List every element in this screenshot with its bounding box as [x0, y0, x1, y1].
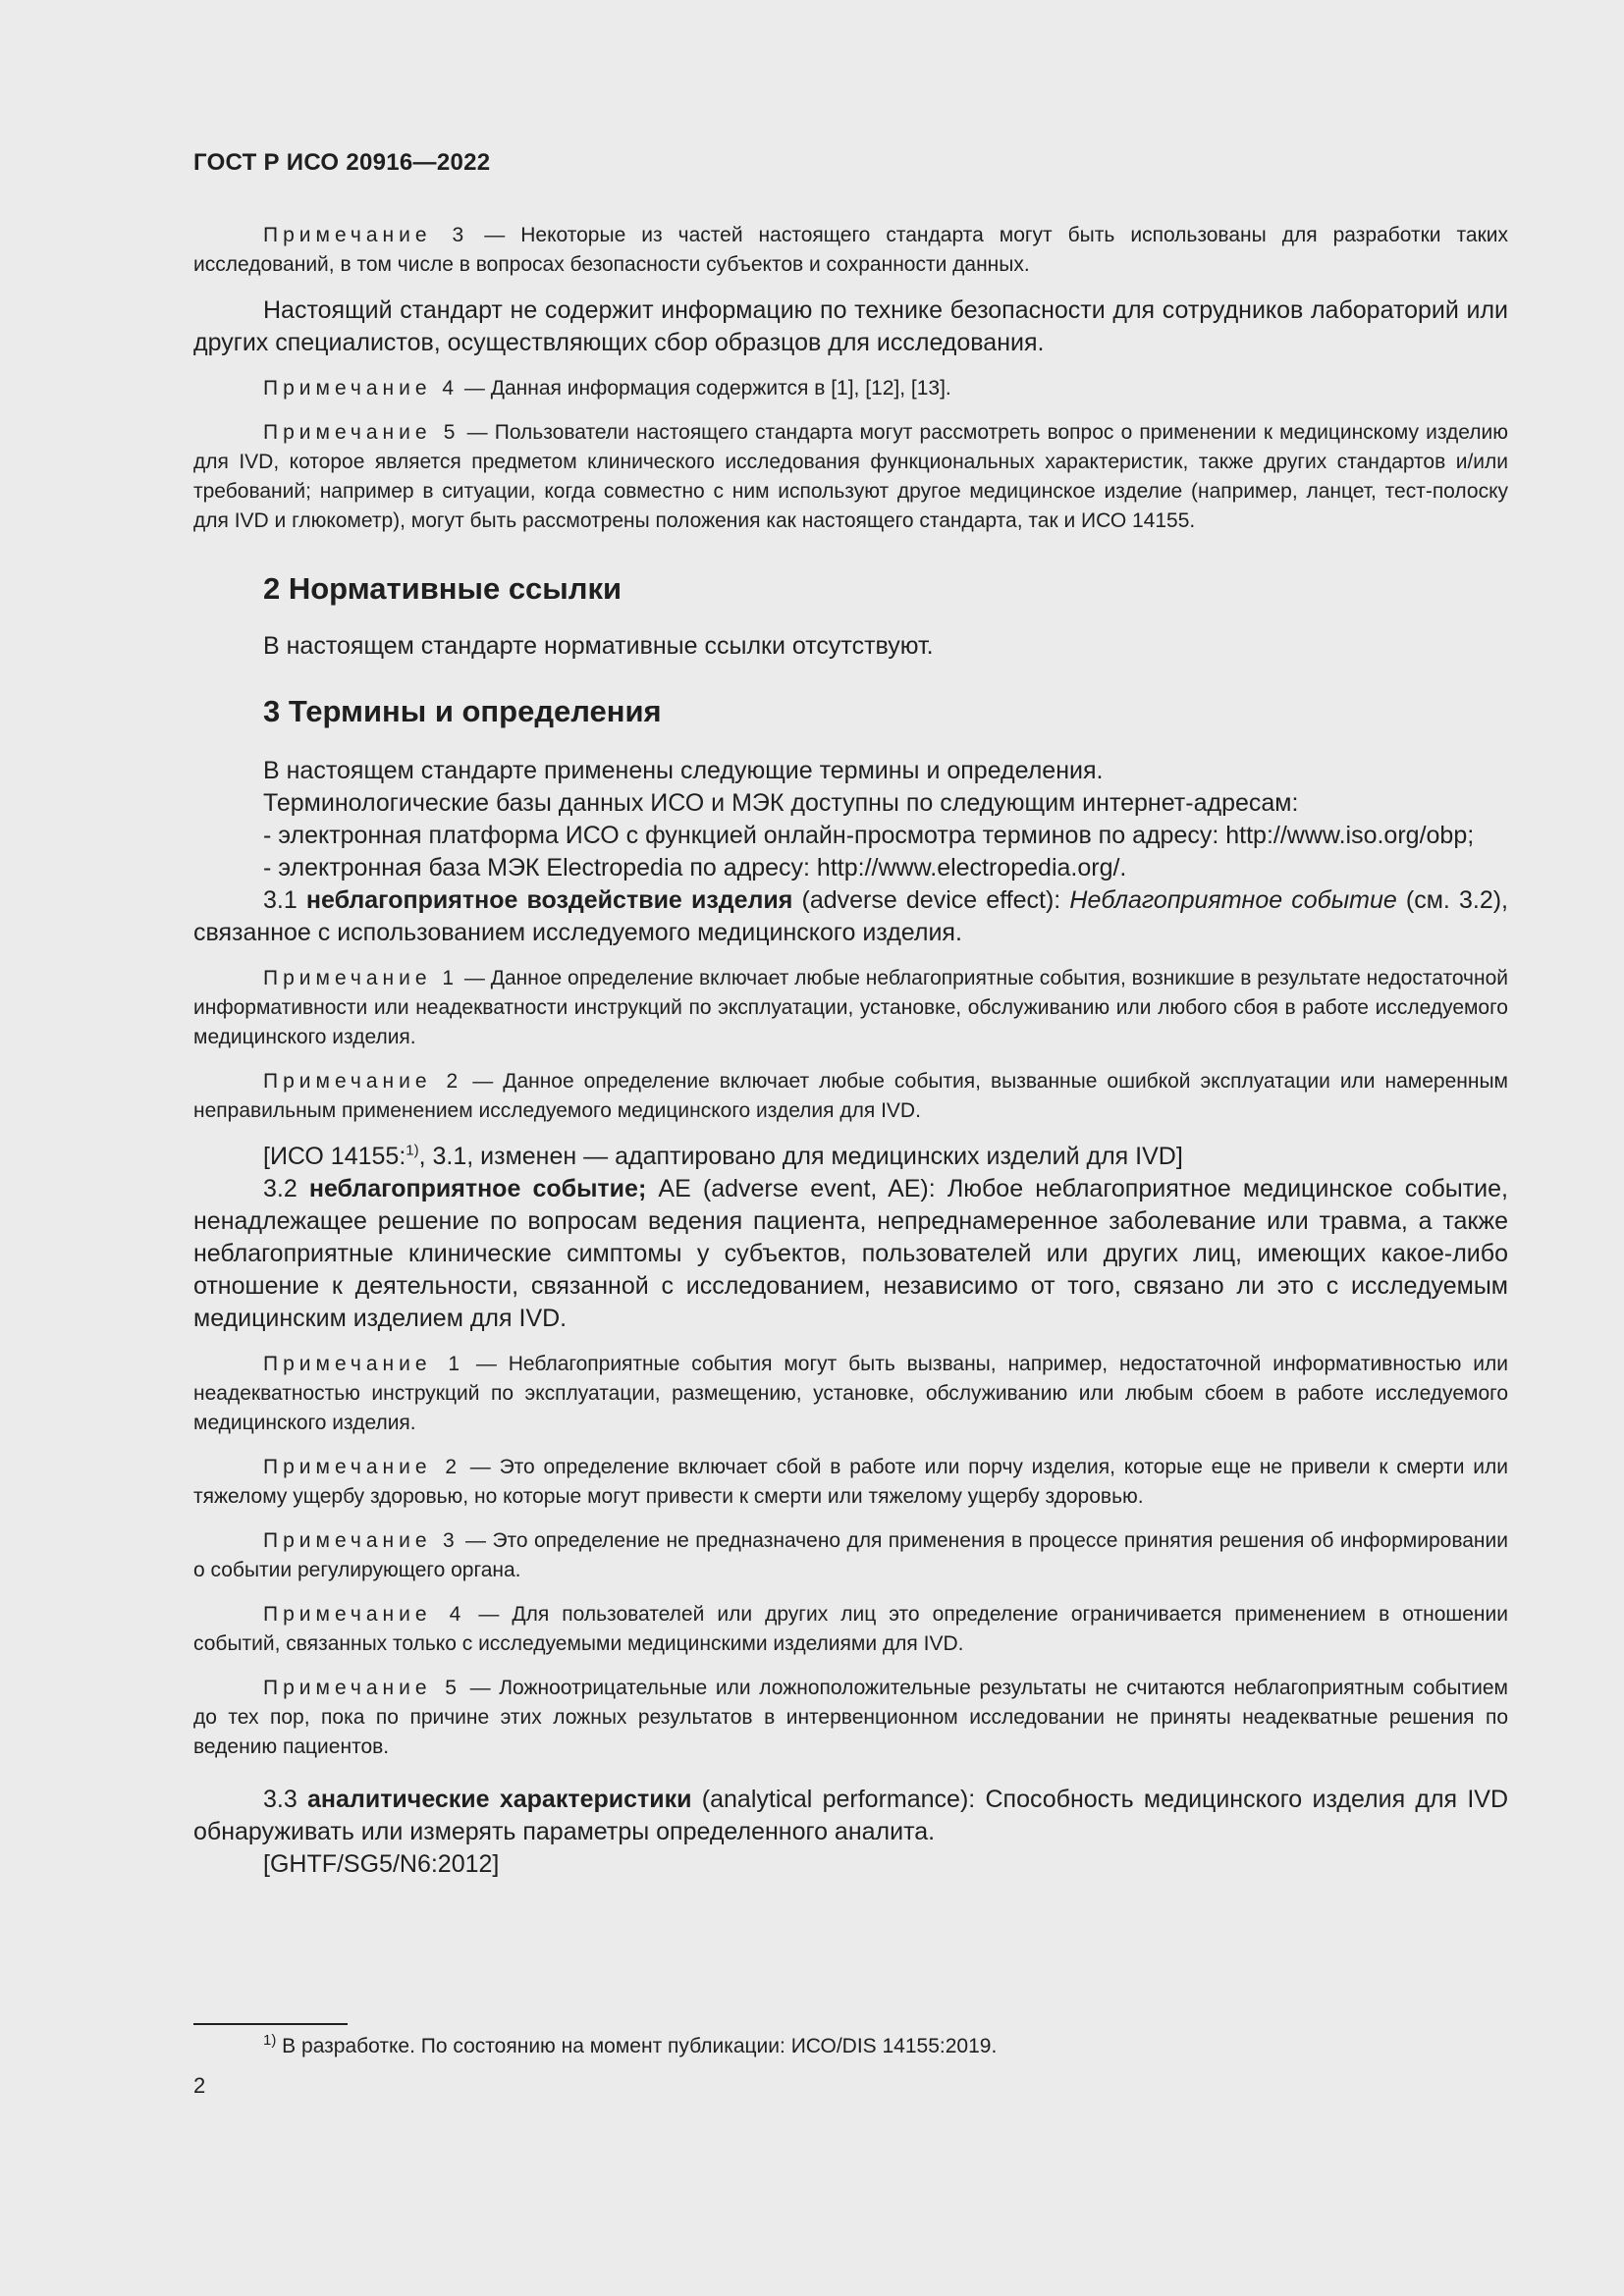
term-3-3 [193, 1784, 1508, 1848]
note-3-1-2 [193, 1067, 1508, 1126]
note-intro-5 [193, 418, 1508, 536]
section-2-text: В настоящем стандарте нормативные ссылки отсутствуют. [263, 632, 934, 660]
note-label: Примечание 3 [263, 1529, 460, 1552]
note-text: — Данное определение включает любые события, вызванные ошибкой эксплуатации или намеренным неправильным применением исследуемого медицинского изделия для IVD. [193, 1070, 1508, 1122]
footnote-ref: 1) [406, 1142, 419, 1159]
document-header: ГОСТ Р ИСО 20916—2022 [193, 149, 491, 176]
page-number: 2 [193, 2073, 206, 2098]
term-title: неблагоприятное воздействие изделия [305, 886, 793, 914]
note-text: — Данное определение включает любые неблагоприятные события, возникшие в результате недостаточной информативности или неадекватности инструкций по эксплуатации, установке, обслуживанию или любого сбоя в работе исследуемого медицинского изделия. [193, 967, 1509, 1048]
term-title: аналитические характеристики [307, 1786, 692, 1813]
note-label: Примечание 2 [263, 1456, 462, 1478]
term-title: неблагоприятное событие; [308, 1175, 647, 1202]
iso-obp-item: - электронная платформа ИСО с функцией онлайн-просмотра терминов по адресу: http://www.iso.org/obp; [263, 822, 1475, 849]
section-2-heading: 2 Нормативные ссылки [263, 571, 623, 606]
note-text: — Ложноотрицательные или ложноположительные результаты не считаются неблагоприятным событием до тех пор, пока по причине этих ложных результатов в интервенционном исследовании не приняты неадекватные решения по ведению пациентов. [193, 1677, 1508, 1758]
note-3-2-5 [193, 1674, 1508, 1762]
term-definition: (analytical performance): Способность медицинского изделия для IVD обнаруживать или измерять параметры определенного аналита. [193, 1786, 1509, 1845]
term-3-1-source [193, 1141, 1508, 1173]
note-label: Примечание 2 [263, 1070, 463, 1093]
note-label: Примечание 5 [263, 1677, 461, 1699]
footnote [263, 2032, 997, 2061]
paragraph: Настоящий стандарт не содержит информацию по технике безопасности для сотрудников лабораторий или других специалистов, осуществляющих сбор образцов для исследования. [193, 296, 1508, 356]
term-english: (adverse device effect): [792, 886, 1070, 914]
term-number: 3.2 [263, 1175, 309, 1202]
note-intro-3 [193, 221, 1508, 280]
term-definition: (см. 3.2), связанное с использованием исследуемого медицинского изделия. [193, 886, 1509, 946]
note-label: Примечание 5 [263, 421, 460, 444]
note-3-2-4 [193, 1600, 1508, 1659]
page-content [193, 221, 1508, 1881]
note-3-2-1 [193, 1350, 1508, 1438]
electropedia-item: - электронная база МЭК Electropedia по адресу: http://www.electropedia.org/. [263, 854, 1127, 881]
note-label: Примечание 1 [263, 967, 460, 989]
section-3-heading: 3 Термины и определения [263, 694, 662, 728]
note-label: Примечание 4 [263, 1603, 466, 1626]
term-3-1 [193, 884, 1508, 949]
note-label: Примечание 1 [263, 1353, 465, 1375]
footnote-mark: 1) [263, 2032, 277, 2049]
note-text: — Пользователи настоящего стандарта могут рассмотреть вопрос о применении к медицинскому изделию для IVD, которое является предметом клинического исследования функциональных характеристик, также других стандартов и/или требований; например в ситуации, когда совместно с ним используют другое медицинское изделие (например, ланцет, тест-полоску для IVD и глюкометр), могут быть рассмотрены положения как настоящего стандарта, так и ИСО 14155. [193, 421, 1508, 532]
footnote-text: В разработке. По состоянию на момент публикации: ИСО/DIS 14155:2019. [276, 2035, 998, 2057]
term-number: 3.1 [263, 886, 306, 914]
note-3-1-1 [193, 964, 1508, 1052]
footnote-divider [193, 2023, 348, 2025]
note-label: Примечание 3 [263, 224, 469, 246]
note-label: Примечание 4 [263, 377, 460, 400]
note-text: — Данная информация содержится в [1], [12], [13]. [459, 377, 951, 400]
term-italic: Неблагоприятное событие [1069, 886, 1397, 914]
note-text: — Некоторые из частей настоящего стандарта могут быть использованы для разработки таких исследований, в том числе в вопросах безопасности субъектов и сохранности данных. [193, 224, 1508, 276]
note-3-2-2 [193, 1453, 1508, 1512]
source-text: [ИСО 14155: [263, 1143, 406, 1170]
section-3-intro-db: Терминологические базы данных ИСО и МЭК доступны по следующим интернет-адресам: [263, 789, 1299, 817]
term-number: 3.3 [263, 1786, 308, 1813]
note-text: — Для пользователей или других лиц это определение ограничивается применением в отношении событий, связанных только с исследуемыми медицинскими изделиями для IVD. [193, 1603, 1508, 1655]
note-intro-4 [193, 374, 1508, 403]
term-definition: AE (adverse event, AE): Любое неблагоприятное медицинское событие, ненадлежащее решение по вопросам ведения пациента, непреднамеренное заболевание или травма, а также неблагоприятные клинические симптомы у субъектов, пользователей или других лиц, имеющих какое-либо отношение к деятельности, связанной с исследованием, независимо от того, связано ли это с исследуемым медицинским изделием для IVD. [193, 1175, 1508, 1332]
note-text: — Это определение не предназначено для применения в процессе принятия решения об информировании о событии регулирующего органа. [193, 1529, 1508, 1581]
note-3-2-3 [193, 1526, 1508, 1585]
note-text: — Это определение включает сбой в работе или порчу изделия, которые еще не привели к смерти или тяжелому ущербу здоровью, но которые могут привести к смерти или тяжелому ущербу здоровью. [193, 1456, 1508, 1508]
term-3-2 [193, 1173, 1508, 1335]
section-3-intro: В настоящем стандарте применены следующие термины и определения. [263, 757, 1104, 784]
source-text-rest: , 3.1, изменен — адаптировано для медицинских изделий для IVD] [418, 1143, 1183, 1170]
term-3-3-source: [GHTF/SG5/N6:2012] [263, 1850, 500, 1878]
note-text: — Неблагоприятные события могут быть вызваны, например, недостаточной информативностью или неадекватностью инструкций по эксплуатации, размещению, установке, обслуживанию или любым сбоем в работе исследуемого медицинского изделия. [193, 1353, 1508, 1434]
